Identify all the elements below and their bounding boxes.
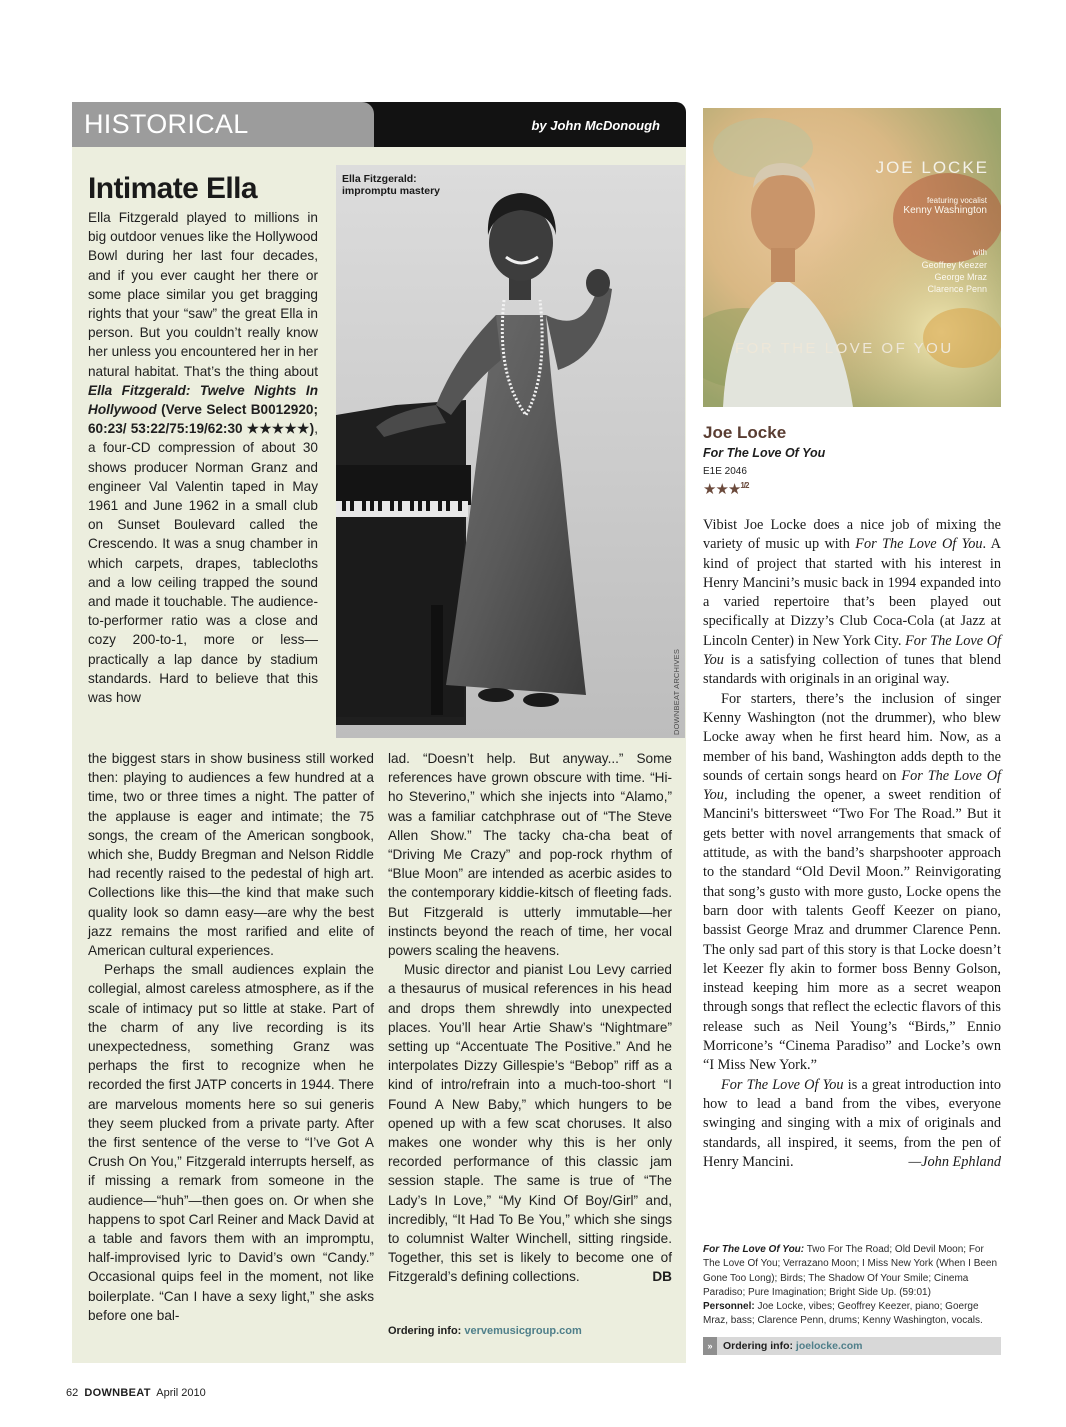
magazine-name: DOWNBEAT [84, 1387, 151, 1399]
article-paragraph [388, 960, 672, 1286]
page-number: 62 [66, 1387, 79, 1399]
personnel [703, 1300, 1001, 1329]
paragraph-text: . A kind of project that started with his interest in Henry Mancini’s music back in 1994 expanded into a varied repertoire that’s been played out specifically at Dizzy’s Club Coca-Cola (at Jazz at Lincoln Center) in New York City. [703, 536, 1001, 649]
album-title: Ella Fitzgerald: Twelve Nights In Hollywood [88, 382, 318, 418]
paragraph-text: Ella Fitzgerald played to millions in big outdoor venues like the Hollywood Bowl during her last four decades, and if you ever caught her there or some place similar you get bragging rights that your “saw” the great Ella in person. But you couldn’t really know her unless you encountered her in her natural habitat. That’s the thing about [88, 210, 318, 379]
section-tab-label: HISTORICAL [72, 102, 374, 147]
issue-date: April 2010 [156, 1387, 206, 1399]
article-paragraph: Perhaps the small audiences explain the collegial, almost careless atmosphere, as if the scale of intimacy put so little at stake. Part of the charm of any live recording is its unexpectedness, something Granz was perhaps the first to recognize when he recorded the first JATP concerts in 1944. There are marvelous moments here so sui generis they seem plucked from a private party. After the first sentence of the verse to “I’ve Got A Crush On You,” Fitzgerald interrupts herself, as if missing a remark from someone in the audience—“huh”—then goes on. Or when she happens to spot Carl Reiner and Mack David at a table and favors them with an impromptu, half-improvised lyric to David’s own “Candy.” Occasional quips feel in the moment, not like boilerplate. “Can I have a sexy light,” she asks before one bal- [88, 962, 374, 1323]
paragraph-text: Music director and pianist Lou Levy carried a thesaurus of musical references in his head and drops them shrewdly into unexpected places. You’ll hear Artie Shaw’s “Nightmare” setting up “Accentuate The Positive.” And he interpolates Dizzy Gillespie’s “Bebop” riff as a kind of intro/refrain into a much-too-short “I Found A New Baby,” which hungers to be opened up with a few scat choruses. It also makes one wonder why this is her only recorded performance of this classic jam session staple. The same is true of “The Lady’s In Love,” “My Kind Of Boy/Girl” and, incredibly, “It Had To Be You,” which she sings to columnist Walter Winchell, sitting ringside. Together, this set is likely to become one of Fitzgerald’s defining collections. [388, 962, 672, 1285]
cover-artist: JOE LOCKE [875, 158, 989, 177]
article-title: Intimate Ella [88, 172, 257, 205]
paragraph-text: is a great introduction into how to lead a band from the vibes, everyone swinging and singing with a mix of originals and standards, all inspired, it seems, from the pen of Henry Mancini. [703, 1076, 1002, 1170]
article-paragraph: the biggest stars in show business still worked then: playing to audiences a few hundred at a time, two or three times a night. The patter of the applause is eager and intimate; the 75 songs, the cream of the American songbook, which she, Buddy Bregman and Nelson Riddle had recently raised to the pedestal of high art. Collections like this—the kind that make such quality look so damn easy—are why the best jazz remains the most rarified and elite of American cultural experiences. [88, 751, 374, 959]
review-paragraph [703, 690, 1001, 1076]
paragraph-text: , a four-CD compression of about 30 shows producer Norman Granz and engineer Val Valentin taped in May 1961 and June 1962 in a small club on Sunset Boulevard called the Crescendo. It was a snug chamber in which carpets, drapes, tablecloths and a low ceiling trapped the sound and made it touchable. The audience-to-performer ratio was a close and cozy 200-to-1, more or less—practically a lap dance by stadium standards. Hard to believe that this was how [88, 421, 318, 706]
review-body [703, 516, 1001, 1172]
page-footer [66, 1387, 206, 1399]
album-cover [703, 108, 1001, 407]
review-ordering-info [703, 1337, 1001, 1355]
ordering-link[interactable]: vervemusicgroup.com [464, 1325, 582, 1337]
stars-icon: ★★★ [703, 481, 741, 498]
chevron-right-icon: » [703, 1337, 717, 1355]
track-list-label: For The Love Of You: [703, 1244, 805, 1255]
personnel-text: Joe Locke, vibes; Geoffrey Keezer, piano; Goerge Mraz, bass; Clarence Penn, drums; Kenny Washington, vocals. [703, 1301, 983, 1327]
paragraph-text: is a satisfying collection of tunes that blend standards with originals in an original way. [703, 652, 1001, 688]
cover-sideman: Clarence Penn [927, 284, 987, 294]
db-end-mark: DB [652, 1269, 672, 1285]
album-title: For The Love Of You [721, 1076, 844, 1093]
review-album: For The Love Of You [703, 446, 826, 460]
cover-sideman: Geoffrey Keezer [921, 260, 987, 270]
cover-with: with [972, 248, 987, 257]
photo-illustration [336, 165, 685, 738]
ordering-link[interactable]: joelocke.com [795, 1340, 863, 1352]
track-list-text: Two For The Road; Old Devil Moon; For The Love Of You; Verrazano Moon; I Miss New York (When I Been Gone Too Long); Birds; The Shadow Of Your Smile; Cinema Paradiso; Pure Imagination; Bright Side Up. (59:01) [703, 1244, 998, 1298]
album-title: For The Love Of You [703, 767, 1001, 804]
article-column-1-bottom [88, 749, 374, 1325]
album-cover-art [703, 108, 1001, 407]
review-label: E1E 2046 [703, 466, 747, 477]
article-column-1-top [88, 208, 318, 707]
ordering-label: Ordering info: [388, 1325, 465, 1337]
cover-sideman: George Mraz [934, 272, 987, 282]
review-signature: —John Ephland [908, 1153, 1001, 1170]
ordering-info [388, 1325, 582, 1337]
track-list [703, 1243, 1001, 1300]
star-rating [703, 480, 748, 498]
ordering-label: Ordering info: [723, 1340, 796, 1352]
byline: by John McDonough [531, 118, 660, 133]
article-paragraph [88, 208, 318, 707]
paragraph-text: For starters, there’s the inclusion of singer Kenny Washington (not the drummer), who blew Locke away when he first heard him. Now, as a member of his band, Washington adds depth to the sounds of certain songs heard on [703, 690, 1001, 784]
ella-fitzgerald-photo [336, 165, 685, 738]
album-title: For The Love Of You [855, 536, 983, 553]
photo-credit: DOWNBEAT ARCHIVES [672, 648, 681, 735]
article-paragraph: lad. “Doesn’t help. But anyway...” Some references have grown obscure with time. “Hi-ho Steverino,” which she injects into “Alamo,” was a familiar catchphrase out of “The Steve Allen Show.” The tacky cha-cha beat of “Driving Me Crazy” and pop-rock rhythm of “Blue Moon” are intended as acerbic asides to the contemporary kiddie-kitsch of fleeting fads. But Fitzgerald is utterly immutable—her instincts beyond the reach of time, her vocal powers scaling the heavens. [388, 751, 672, 959]
paragraph-text: , including the opener, a sweet rendition of Mancini's bittersweet “Two For The Road.” But it gets better with novel arrangements that smack of attitude, as with the band’s sharpshooter approach to the standard “Old Devil Moon.” Reinvigorating that song’s gusto with more gusto, Locke opens the barn door with talents Geoff Keezer on piano, bassist George Mraz and drummer Clarence Penn. The only sad part of this story is that Locke doesn’t let Keezer fly akin to former boss Benny Golson, instead keeping him more as a secret weapon through songs that reflect the eclectic flavors of this release such as Neil Young’s “Birds,” Ennio Morricone’s “Cinema Paradiso” and Locke’s own “I Miss New York.” [703, 787, 1001, 1074]
cover-featuring: featuring vocalist [926, 196, 987, 205]
review-paragraph [703, 1076, 1001, 1172]
paragraph-text: Vibist Joe Locke does a nice job of mixing the variety of music up with [703, 517, 1001, 553]
cover-album-title: FOR THE LOVE OF YOU [735, 340, 954, 357]
article-column-2 [388, 749, 672, 1287]
half-star: 1/2 [740, 481, 749, 490]
photo-caption: Ella Fitzgerald: impromptu mastery [342, 173, 441, 197]
personnel-label: Personnel: [703, 1301, 755, 1313]
review-artist: Joe Locke [703, 423, 787, 442]
catalog-info: (Verve Select B0012920; 60:23/ 53:22/75:19/62:30 ★★★★★) [88, 402, 319, 437]
cover-vocalist: Kenny Washington [903, 205, 987, 216]
review-credits [703, 1243, 1001, 1329]
review-paragraph [703, 516, 1001, 690]
album-title: For The Love Of You [703, 632, 1001, 669]
